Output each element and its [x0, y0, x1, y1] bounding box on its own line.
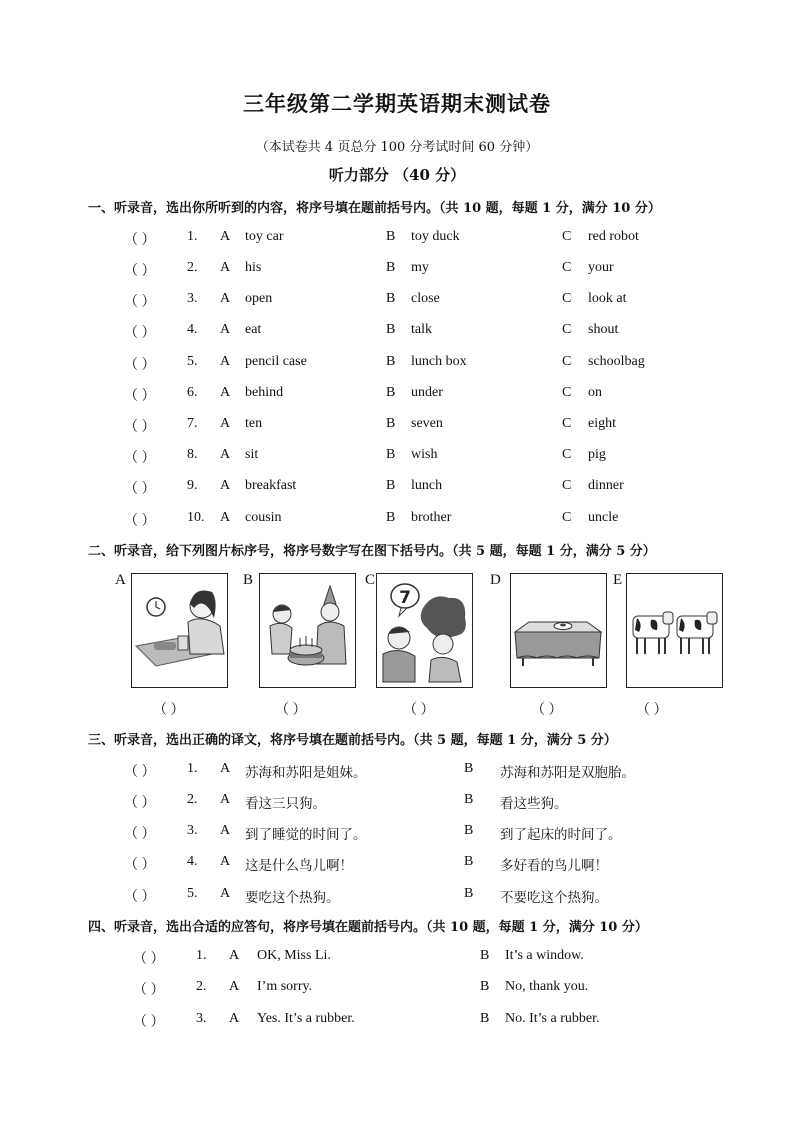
option-a-text: 看这三只狗。 — [245, 796, 326, 812]
question-number: 1. — [187, 229, 198, 244]
option-letter: C — [562, 478, 572, 493]
option-b-text: my — [411, 260, 429, 275]
answer-blank[interactable]: （ ） — [124, 796, 156, 811]
question-number: 7. — [187, 416, 198, 431]
part-heading: 听力部分 （40 分） — [328, 166, 466, 184]
question-number: 4. — [187, 322, 198, 337]
picture-label: A — [115, 572, 126, 588]
answer-blank[interactable]: （ ） — [124, 389, 156, 404]
birthday-cake-picture — [259, 573, 356, 688]
option-b-text: toy duck — [411, 229, 460, 244]
option-letter: B — [386, 229, 396, 244]
answer-blank[interactable]: （ ） — [531, 703, 563, 718]
answer-blank[interactable]: （ ） — [124, 420, 156, 435]
question-row — [0, 478, 794, 498]
option-b-text: 到了起床的时间了。 — [500, 827, 622, 843]
picture-label: D — [490, 572, 501, 588]
question-number: 1. — [187, 761, 198, 776]
option-b-text: lunch box — [411, 354, 467, 369]
option-letter: B — [386, 260, 396, 275]
option-a-text: 这是什么鸟儿啊！ — [245, 858, 353, 874]
option-letter: A — [220, 229, 231, 244]
option-letter: B — [386, 385, 396, 400]
question-number: 3. — [187, 291, 198, 306]
option-letter: B — [386, 322, 396, 337]
answer-blank[interactable]: （ ） — [275, 703, 307, 718]
option-letter: A — [220, 854, 231, 869]
question-row — [0, 260, 794, 280]
question-row — [0, 510, 794, 530]
option-letter: A — [220, 322, 231, 337]
answer-blank[interactable]: （ ） — [153, 703, 185, 718]
option-letter: A — [220, 792, 231, 807]
option-letter: A — [220, 510, 231, 525]
question-row — [0, 354, 794, 374]
question-number: 8. — [187, 447, 198, 462]
option-letter: A — [220, 761, 231, 776]
option-letter: B — [480, 1011, 490, 1026]
option-letter: A — [220, 823, 231, 838]
answer-blank[interactable]: （ ） — [124, 765, 156, 780]
option-c-text: red robot — [588, 229, 639, 244]
question-number: 5. — [187, 886, 198, 901]
picture-label: C — [365, 572, 376, 588]
option-letter: A — [220, 291, 231, 306]
answer-blank[interactable]: （ ） — [124, 358, 156, 373]
question-row — [0, 886, 794, 906]
option-a-text: ten — [245, 416, 263, 431]
option-a-text: eat — [245, 322, 262, 337]
option-a-text: behind — [245, 385, 284, 400]
option-a-text: Yes. It’s a rubber. — [257, 1011, 355, 1026]
option-letter: A — [220, 886, 231, 901]
question-row — [0, 979, 794, 999]
option-c-text: pig — [588, 447, 606, 462]
option-b-text: talk — [411, 322, 432, 337]
question-row — [0, 761, 794, 781]
option-letter: A — [220, 354, 231, 369]
option-c-text: shout — [588, 322, 619, 337]
option-a-text: I’m sorry. — [257, 979, 313, 994]
option-letter: C — [562, 510, 572, 525]
option-a-text: cousin — [245, 510, 282, 525]
answer-blank[interactable]: （ ） — [124, 295, 156, 310]
question-row — [0, 792, 794, 812]
option-letter: B — [464, 761, 474, 776]
section2-heading: 二、听录音，给下列图片标序号，将序号数字写在图下括号内。（共 5 题，每题 1 分，满分 5 分） — [88, 544, 656, 559]
option-letter: B — [480, 979, 490, 994]
option-letter: C — [562, 291, 572, 306]
option-b-text: It’s a window. — [505, 948, 584, 963]
option-letter: B — [386, 291, 396, 306]
option-a-text: 要吃这个热狗。 — [245, 890, 340, 906]
option-letter: A — [229, 979, 240, 994]
option-c-text: eight — [588, 416, 616, 431]
question-number: 3. — [196, 1011, 207, 1026]
answer-blank[interactable]: （ ） — [124, 890, 156, 905]
question-row — [0, 948, 794, 968]
option-letter: B — [464, 886, 474, 901]
option-c-text: your — [588, 260, 614, 275]
question-number: 2. — [187, 792, 198, 807]
answer-blank[interactable]: （ ） — [133, 983, 165, 998]
question-row — [0, 1011, 794, 1031]
question-row — [0, 416, 794, 436]
option-letter: B — [464, 792, 474, 807]
answer-blank[interactable]: （ ） — [133, 1015, 165, 1030]
option-a-text: pencil case — [245, 354, 307, 369]
question-number: 3. — [187, 823, 198, 838]
option-a-text: open — [245, 291, 273, 306]
option-letter: A — [220, 416, 231, 431]
option-letter: B — [464, 854, 474, 869]
option-c-text: dinner — [588, 478, 624, 493]
option-letter: C — [562, 447, 572, 462]
picture-label: B — [243, 572, 254, 588]
option-b-text: No. It’s a rubber. — [505, 1011, 600, 1026]
option-c-text: look at — [588, 291, 627, 306]
answer-blank[interactable]: （ ） — [124, 858, 156, 873]
answer-blank[interactable]: （ ） — [124, 827, 156, 842]
option-letter: A — [229, 948, 240, 963]
option-letter: A — [220, 385, 231, 400]
answer-blank[interactable]: （ ） — [124, 264, 156, 279]
question-row — [0, 229, 794, 249]
option-letter: B — [386, 510, 396, 525]
option-b-text: close — [411, 291, 440, 306]
exam-info: （本试卷共 4 页总分 100 分考试时间 60 分钟） — [255, 140, 539, 155]
option-a-text: his — [245, 260, 262, 275]
option-a-text: breakfast — [245, 478, 297, 493]
section3-heading: 三、听录音，选出正确的译文，将序号填在题前括号内。（共 5 题，每题 1 分，满分 5 分） — [88, 733, 617, 748]
option-letter: A — [229, 1011, 240, 1026]
answer-blank[interactable]: （ ） — [124, 233, 156, 248]
answer-blank[interactable]: （ ） — [636, 703, 668, 718]
option-a-text: sit — [245, 447, 259, 462]
option-b-text: 多好看的鸟儿啊！ — [500, 858, 608, 874]
option-letter: C — [562, 229, 572, 244]
page-title: 三年级第二学期英语期末测试卷 — [243, 91, 551, 116]
option-b-text: No, thank you. — [505, 979, 589, 994]
boy-number-seven-picture — [376, 573, 473, 688]
option-a-text: 苏海和苏阳是姐妹。 — [245, 765, 367, 781]
answer-blank[interactable]: （ ） — [133, 952, 165, 967]
option-letter: B — [386, 478, 396, 493]
option-letter: B — [386, 416, 396, 431]
question-row — [0, 447, 794, 467]
option-letter: B — [480, 948, 490, 963]
question-number: 4. — [187, 854, 198, 869]
option-b-text: wish — [411, 447, 438, 462]
option-letter: B — [386, 447, 396, 462]
picture-label: E — [613, 572, 623, 588]
option-a-text: OK, Miss Li. — [257, 948, 331, 963]
option-b-text: 苏海和苏阳是双胞胎。 — [500, 765, 635, 781]
table-plate-picture — [510, 573, 607, 688]
option-letter: C — [562, 385, 572, 400]
answer-blank[interactable]: （ ） — [124, 514, 156, 529]
cows-picture — [626, 573, 723, 688]
option-c-text: uncle — [588, 510, 619, 525]
question-number: 2. — [196, 979, 207, 994]
option-c-text: schoolbag — [588, 354, 645, 369]
option-letter: C — [562, 322, 572, 337]
answer-blank[interactable]: （ ） — [124, 451, 156, 466]
option-letter: C — [562, 260, 572, 275]
girl-breakfast-clock-picture — [131, 573, 228, 688]
question-number: 10. — [187, 510, 205, 525]
question-number: 9. — [187, 478, 198, 493]
option-letter: A — [220, 478, 231, 493]
option-b-text: seven — [411, 416, 443, 431]
option-letter: A — [220, 260, 231, 275]
question-number: 5. — [187, 354, 198, 369]
option-b-text: 看这些狗。 — [500, 796, 568, 812]
option-letter: A — [220, 447, 231, 462]
option-letter: C — [562, 416, 572, 431]
question-number: 2. — [187, 260, 198, 275]
answer-blank[interactable]: （ ） — [124, 482, 156, 497]
question-number: 1. — [196, 948, 207, 963]
option-letter: C — [562, 354, 572, 369]
option-b-text: brother — [411, 510, 452, 525]
answer-blank[interactable]: （ ） — [124, 326, 156, 341]
option-letter: B — [386, 354, 396, 369]
section4-heading: 四、听录音，选出合适的应答句，将序号填在题前括号内。（共 10 题，每题 1 分，满分 10 分） — [88, 920, 648, 935]
option-b-text: lunch — [411, 478, 443, 493]
question-row — [0, 854, 794, 874]
section1-heading: 一、听录音，选出你所听到的内容，将序号填在题前括号内。（共 10 题，每题 1 分，满分 10 分） — [88, 201, 661, 216]
option-a-text: 到了睡觉的时间了。 — [245, 827, 367, 843]
option-c-text: on — [588, 385, 602, 400]
speech-bubble-number: 7 — [399, 588, 411, 608]
question-row — [0, 322, 794, 342]
option-a-text: toy car — [245, 229, 284, 244]
question-row — [0, 385, 794, 405]
question-number: 6. — [187, 385, 198, 400]
question-row — [0, 291, 794, 311]
answer-blank[interactable]: （ ） — [403, 703, 435, 718]
option-letter: B — [464, 823, 474, 838]
option-b-text: 不要吃这个热狗。 — [500, 890, 608, 906]
option-b-text: under — [411, 385, 443, 400]
question-row — [0, 823, 794, 843]
